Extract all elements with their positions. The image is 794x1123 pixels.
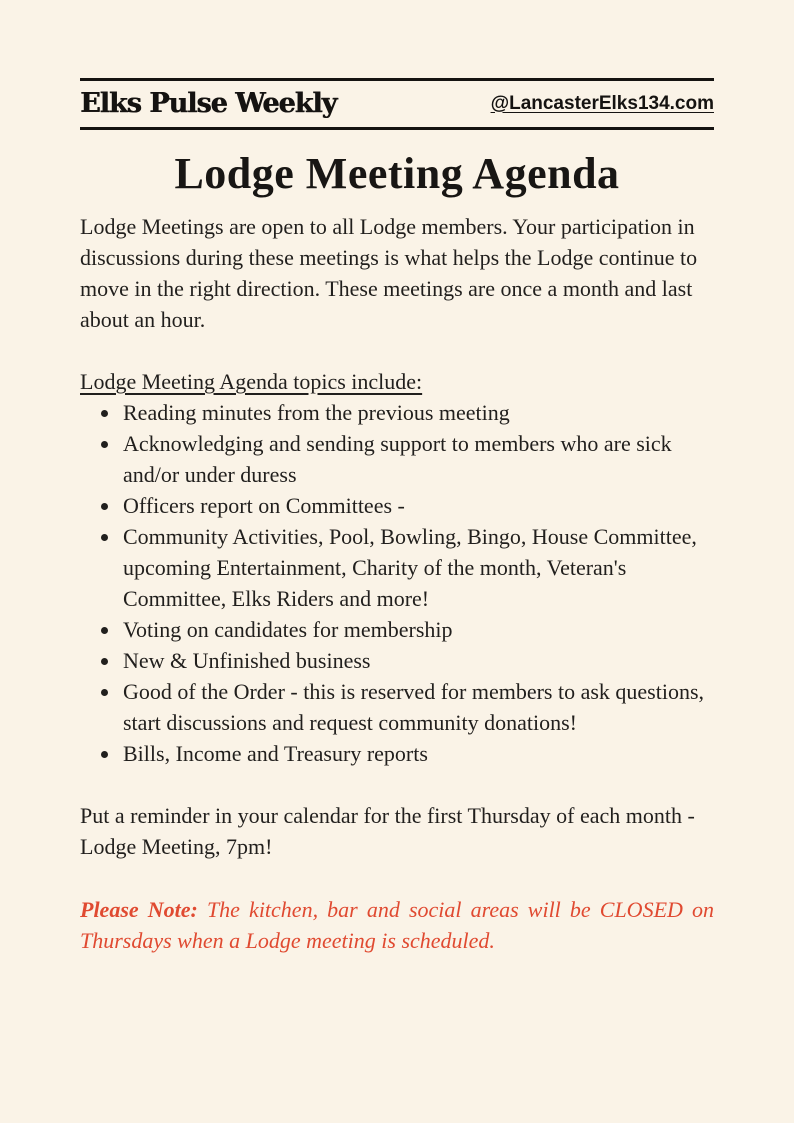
list-item: • New & Unfinished business (121, 645, 714, 676)
note-label: Please Note: (80, 897, 198, 922)
note-text: The kitchen, bar and social areas will be CLOSED on Thursdays when a Lodge meeting is scheduled. (80, 897, 714, 953)
list-item: • Bills, Income and Treasury reports (121, 738, 714, 769)
reminder-paragraph: Put a reminder in your calendar for the first Thursday of each month - Lodge Meeting, 7pm! (80, 803, 695, 859)
list-item: • Community Activities, Pool, Bowling, Bingo, House Committee, upcoming Entertainment, Charity of the month, Veteran's Committee, Elks Riders and more! (121, 521, 714, 614)
list-item: • Officers report on Committees - (121, 490, 714, 521)
list-item: • Voting on candidates for membership (121, 614, 714, 645)
masthead-title: Elks Pulse Weekly (80, 88, 337, 119)
topics-list (80, 397, 714, 769)
masthead-header (80, 81, 714, 130)
list-item: • Good of the Order - this is reserved for members to ask questions, start discussions and request community donations! (121, 676, 714, 738)
topics-heading-row (80, 366, 714, 397)
website-link[interactable]: @LancasterElks134.com (490, 92, 714, 114)
page-title: Lodge Meeting Agenda (174, 149, 620, 198)
topics-heading: Lodge Meeting Agenda topics include: (80, 369, 423, 394)
note-paragraph (80, 894, 714, 956)
list-item: • Reading minutes from the previous meeting (121, 397, 714, 428)
list-item: • Acknowledging and sending support to members who are sick and/or under duress (121, 428, 714, 490)
intro-paragraph: Lodge Meetings are open to all Lodge members. Your participation in discussions during these meetings is what helps the Lodge continue to move in the right direction. These meetings are once a month and last about an hour. (80, 214, 698, 332)
